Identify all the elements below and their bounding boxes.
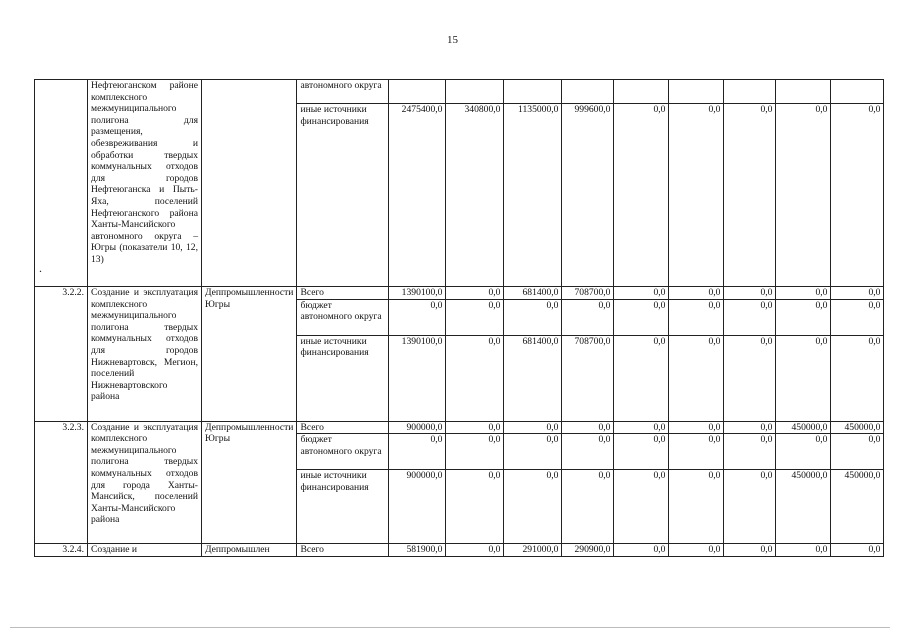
value-cell: 581900,0 [389, 544, 446, 557]
value-cell: 0,0 [504, 470, 562, 544]
value-cell: 291000,0 [504, 544, 562, 557]
value-cell: 0,0 [669, 104, 724, 287]
value-cell: 340800,0 [446, 104, 504, 287]
value-cell: 0,0 [446, 544, 504, 557]
value-cell: 2475400,0 [389, 104, 446, 287]
value-cell: 900000,0 [389, 421, 446, 434]
value-cell: 0,0 [724, 544, 776, 557]
value-cell [669, 80, 724, 104]
value-cell: 0,0 [669, 544, 724, 557]
value-cell: 0,0 [669, 470, 724, 544]
value-cell: 0,0 [446, 287, 504, 300]
source-cell: бюджет автономного округа [297, 299, 389, 335]
row-code: 3.2.2. [35, 287, 88, 422]
value-cell: 0,0 [504, 421, 562, 434]
source-cell: Всего [297, 287, 389, 300]
page-number: 15 [447, 34, 458, 46]
table-row [35, 80, 884, 104]
value-cell: 0,0 [831, 104, 884, 287]
row-code: 3.2.4. [35, 544, 88, 557]
value-cell [614, 80, 669, 104]
value-cell: 0,0 [669, 287, 724, 300]
value-cell: 0,0 [446, 335, 504, 421]
budget-table [34, 79, 884, 557]
source-cell: иные источники финансирования [297, 335, 389, 421]
value-cell: 0,0 [446, 470, 504, 544]
value-cell [562, 80, 614, 104]
row-name: Создание и эксплуатация комплексного межмуниципального полигона твердых коммунальных отходов для городов Нижневартовск, Мегион, поселений Нижневартовского района [88, 287, 202, 422]
value-cell: 0,0 [614, 470, 669, 544]
value-cell [504, 80, 562, 104]
row-executor: Деппромышленности Югры [202, 287, 297, 422]
value-cell: 0,0 [669, 299, 724, 335]
source-cell: Всего [297, 544, 389, 557]
value-cell: 0,0 [614, 287, 669, 300]
table-row [35, 287, 884, 300]
value-cell: 900000,0 [389, 470, 446, 544]
value-cell: 0,0 [831, 287, 884, 300]
value-cell: 0,0 [669, 335, 724, 421]
value-cell [776, 80, 831, 104]
value-cell: 0,0 [614, 434, 669, 470]
value-cell: 450000,0 [831, 470, 884, 544]
value-cell: 0,0 [562, 421, 614, 434]
value-cell: 1390100,0 [389, 335, 446, 421]
value-cell: 0,0 [389, 434, 446, 470]
scan-artifact-top [0, 0, 905, 8]
value-cell: 0,0 [776, 544, 831, 557]
value-cell: 0,0 [446, 434, 504, 470]
value-cell [724, 80, 776, 104]
value-cell: 0,0 [831, 434, 884, 470]
scan-artifact-bottom [10, 627, 890, 628]
value-cell: 450000,0 [776, 470, 831, 544]
value-cell: 0,0 [724, 470, 776, 544]
value-cell: 0,0 [446, 299, 504, 335]
value-cell: 0,0 [614, 544, 669, 557]
value-cell: 450000,0 [831, 421, 884, 434]
value-cell: 0,0 [724, 104, 776, 287]
value-cell: 0,0 [724, 299, 776, 335]
stray-dot: . [39, 261, 42, 275]
value-cell: 708700,0 [562, 335, 614, 421]
row-name: Создание и [88, 544, 202, 557]
value-cell: 0,0 [776, 287, 831, 300]
value-cell: 0,0 [724, 287, 776, 300]
source-cell: бюджет автономного округа [297, 434, 389, 470]
source-cell: автономного округа [297, 80, 389, 104]
value-cell: 0,0 [562, 299, 614, 335]
value-cell: 450000,0 [776, 421, 831, 434]
value-cell: 0,0 [776, 335, 831, 421]
value-cell: 0,0 [724, 434, 776, 470]
value-cell: 0,0 [562, 434, 614, 470]
value-cell: 681400,0 [504, 287, 562, 300]
row-name: Нефтеюганском районе комплексного межмуниципального полигона для размещения, обезвреживания и обработки твердых коммунальных отходов для городов Нефтеюганска и Пыть-Яха, поселений Нефтеюганского района Ханты-Мансийского автономного округа – Югры (показатели 10, 12, 13) [88, 80, 202, 287]
row-executor: Деппромышленности Югры [202, 421, 297, 544]
row-name: Создание и эксплуатация комплексного межмуниципального полигона твердых коммунальных отходов для города Ханты-Мансийск, поселений Ханты-Мансийского района [88, 421, 202, 544]
value-cell: 0,0 [831, 335, 884, 421]
value-cell: 0,0 [446, 421, 504, 434]
value-cell: 0,0 [389, 299, 446, 335]
value-cell: 681400,0 [504, 335, 562, 421]
row-code: 3.2.3. [35, 421, 88, 544]
value-cell: 1390100,0 [389, 287, 446, 300]
value-cell: 0,0 [614, 104, 669, 287]
value-cell: 0,0 [614, 335, 669, 421]
value-cell: 0,0 [504, 434, 562, 470]
value-cell: 0,0 [504, 299, 562, 335]
value-cell: 0,0 [776, 299, 831, 335]
value-cell [389, 80, 446, 104]
value-cell: 0,0 [614, 421, 669, 434]
row-executor: Деппромышлен [202, 544, 297, 557]
value-cell [446, 80, 504, 104]
value-cell: 0,0 [831, 299, 884, 335]
table-row [35, 421, 884, 434]
value-cell [831, 80, 884, 104]
source-cell: Всего [297, 421, 389, 434]
value-cell: 0,0 [724, 335, 776, 421]
value-cell: 0,0 [831, 544, 884, 557]
value-cell: 0,0 [776, 434, 831, 470]
source-cell: иные источники финансирования [297, 104, 389, 287]
value-cell: 0,0 [776, 104, 831, 287]
table-row [35, 544, 884, 557]
value-cell: 0,0 [669, 434, 724, 470]
value-cell: 708700,0 [562, 287, 614, 300]
value-cell: 290900,0 [562, 544, 614, 557]
value-cell: 999600,0 [562, 104, 614, 287]
row-executor [202, 80, 297, 287]
value-cell: 0,0 [724, 421, 776, 434]
source-cell: иные источники финансирования [297, 470, 389, 544]
value-cell: 0,0 [562, 470, 614, 544]
value-cell: 1135000,0 [504, 104, 562, 287]
value-cell: 0,0 [669, 421, 724, 434]
value-cell: 0,0 [614, 299, 669, 335]
row-code [35, 80, 88, 287]
